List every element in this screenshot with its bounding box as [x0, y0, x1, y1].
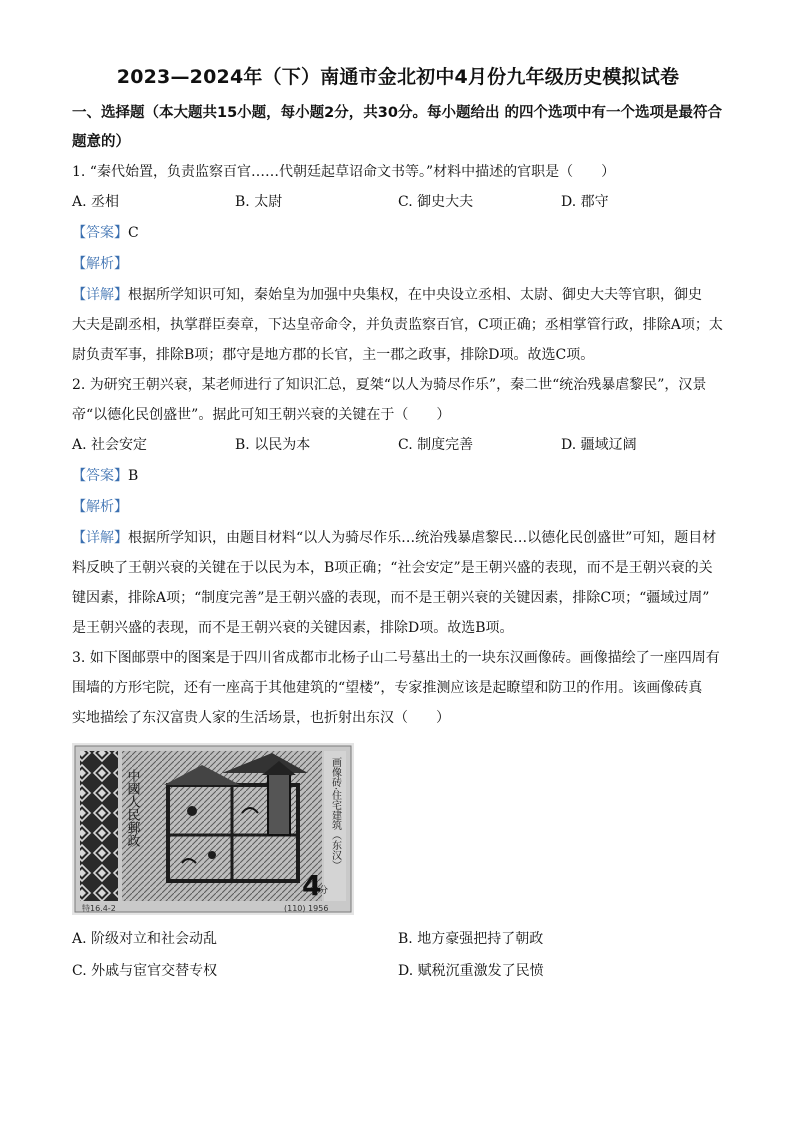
detail-line: 是王朝兴盛的表现，而不是王朝兴衰的关键因素，排除D项。故选B项。	[72, 620, 514, 636]
question-1	[72, 157, 724, 370]
question-stem: 实地描绘了东汉富贵人家的生活场景，也折射出东汉（ ）	[72, 710, 450, 726]
answer-value: C	[128, 225, 139, 241]
option-d: D. 郡守	[561, 194, 609, 210]
option-c: C. 制度完善	[398, 437, 474, 453]
options-row	[72, 187, 724, 218]
answer-line	[72, 218, 724, 249]
question-2	[72, 370, 724, 643]
option-a: A. 社会安定	[72, 437, 148, 453]
ornament-panel	[80, 751, 118, 901]
options-row	[72, 955, 724, 987]
option-b: B. 地方豪强把持了朝政	[398, 931, 544, 947]
option-c: C. 御史大夫	[398, 194, 474, 210]
stamp-unit: 分	[319, 886, 329, 896]
detail-text	[72, 523, 724, 553]
question-stem: 3. 如下图邮票中的图案是于四川省成都市北杨子山二号墓出土的一块东汉画像砖。画像描绘了一座四周有	[72, 650, 720, 666]
question-3	[72, 643, 724, 987]
option-c: C. 外戚与宦官交替专权	[72, 963, 218, 979]
options-row	[72, 923, 724, 955]
analysis-label: 【解析】	[72, 499, 128, 515]
options-row	[72, 430, 724, 461]
option-d: D. 赋税沉重激发了民愤	[398, 963, 544, 979]
stamp-value: 4	[302, 869, 322, 902]
watchtower	[268, 773, 290, 835]
option-b: B. 太尉	[235, 194, 283, 210]
stamp-image	[72, 743, 354, 915]
detail-text	[72, 280, 724, 310]
question-stem: 2. 为研究王朝兴衰，某老师进行了知识汇总，夏桀“以人为骑尽作乐”，秦二世“统治残暴虐黎民”，汉景	[72, 377, 707, 393]
detail-label: 【详解】	[72, 287, 128, 303]
stamp-caption: 画像砖·住宅建筑（东汉）	[329, 757, 341, 871]
answer-value: B	[128, 468, 139, 484]
detail-line: 键因素，排除A项；“制度完善”是王朝兴盛的表现，而不是王朝兴衰的关键因素，排除C项；“疆域过周”	[72, 590, 710, 606]
stamp-country: 中國人民郵政	[124, 769, 140, 847]
analysis-label: 【解析】	[72, 256, 128, 272]
detail-line: 尉负责军事，排除B项；郡守是地方郡的长官，主一郡之政事，排除D项。故选C项。	[72, 347, 595, 363]
answer-label: 【答案】	[72, 468, 128, 484]
answer-label: 【答案】	[72, 225, 128, 241]
detail-line: 大夫是副丞相，执掌群臣奏章，下达皇帝命令，并负责监察百官，C项正确；丞相掌管行政，排除A项；太	[72, 317, 723, 333]
exam-page	[72, 62, 724, 987]
option-d: D. 疆域辽阔	[561, 437, 637, 453]
answer-line	[72, 461, 724, 492]
question-stem: 帝“以德化民创盛世”。据此可知王朝兴衰的关键在于（ ）	[72, 407, 451, 423]
section-heading: 一、选择题（本大题共15小题，每小题2分，共30分。每小题给出 的四个选项中有一个选项是最符合题意的）	[72, 105, 722, 150]
option-b: B. 以民为本	[235, 437, 311, 453]
question-stem: 围墙的方形宅院，还有一座高于其他建筑的“望楼”，专家推测应该是起瞭望和防卫的作用。该画像砖真	[72, 680, 703, 696]
postage-stamp	[72, 743, 354, 915]
stamp-code: (110) 1956	[284, 904, 329, 913]
option-a: A. 丞相	[72, 194, 120, 210]
detail-label: 【详解】	[72, 530, 128, 546]
detail-line: 料反映了王朝兴衰的关键在于以民为本，B项正确；“社会安定”是王朝兴盛的表现，而不是王朝兴衰的关	[72, 560, 713, 576]
question-stem: 1. “秦代始置，负责监察百官……代朝廷起草诏命文书等。”材料中描述的官职是（ ）	[72, 164, 616, 180]
option-a: A. 阶级对立和社会动乱	[72, 931, 218, 947]
detail-line: 根据所学知识，由题目材料“以人为骑尽作乐…统治残暴虐黎民…以德化民创盛世”可知，题目材	[128, 530, 717, 546]
stamp-serial: 特16.4-2	[82, 904, 116, 913]
detail-line: 根据所学知识可知，秦始皇为加强中央集权，在中央设立丞相、太尉、御史大夫等官职，御史	[128, 287, 702, 303]
page-title: 2023—2024年（下）南通市金北初中4月份九年级历史模拟试卷	[116, 66, 680, 88]
